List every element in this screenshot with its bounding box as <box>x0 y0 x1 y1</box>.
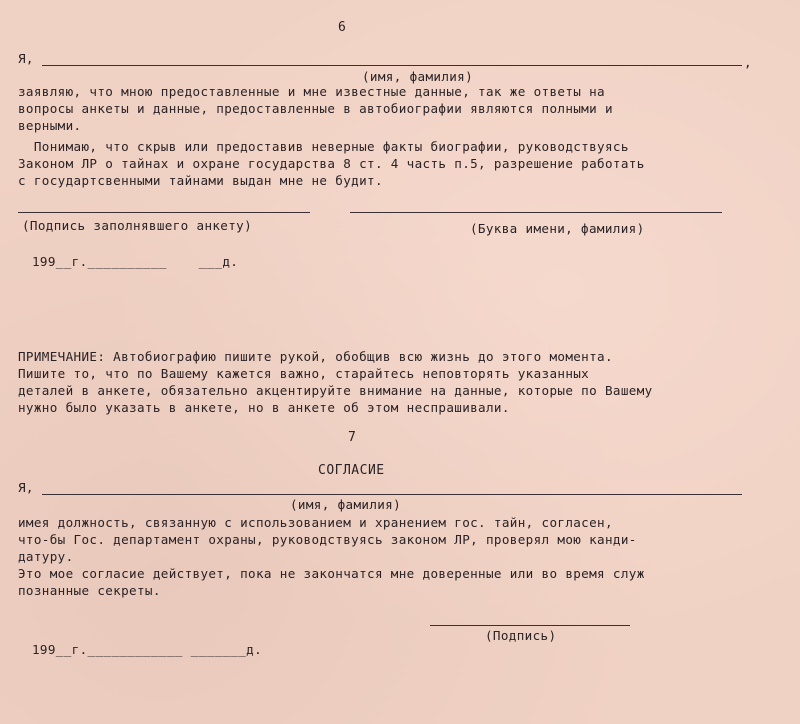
ya-label: Я, <box>18 480 34 495</box>
consent-title: СОГЛАСИЕ <box>318 463 385 478</box>
initials-caption: (Буква имени, фамилия) <box>470 221 645 236</box>
name-caption: (имя, фамилия) <box>362 69 474 84</box>
consent-line: датуру. <box>18 549 74 564</box>
consent-line: Это мое согласие действует, пока не закончатся мне доверенные или во время служ <box>18 566 645 581</box>
note-line: ПРИМЕЧАНИЕ: Автобиографию пишите рукой, обобщив всю жизнь до этого момента. <box>18 349 613 364</box>
note-line: нужно было указать в анкете, но в анкете об этом неспрашивали. <box>18 400 510 415</box>
declaration-line: с государтсвенными тайнами выдан мне не будит. <box>18 173 383 188</box>
signature-caption: (Подпись) <box>485 628 557 643</box>
ya-label: Я, <box>18 51 34 66</box>
date-line: 199__г.__________ ___д. <box>32 254 239 269</box>
date-line: 199__г.____________ _______д. <box>32 642 263 657</box>
name-field-line <box>42 494 742 495</box>
note-line: Пишите то, что по Вашему кажется важно, старайтесь неповторять указанных <box>18 366 590 381</box>
signature-caption: (Подпись заполнявшего анкету) <box>22 218 253 233</box>
note-line: деталей в анкете, обязательно акцентируйте внимание на данные, которые по Вашему <box>18 383 653 398</box>
declaration-line: верными. <box>18 118 82 133</box>
declaration-line: заявляю, что мною предоставленные и мне известные данные, так же ответы на <box>18 84 605 99</box>
declaration-line: вопросы анкеты и данные, предоставленные в автобиографии являются полными и <box>18 101 613 116</box>
consent-line: познанные секреты. <box>18 583 161 598</box>
name-caption: (имя, фамилия) <box>290 497 402 512</box>
consent-line: имея должность, связанную с использованием и хранением гос. тайн, согласен, <box>18 515 613 530</box>
declaration-line: Понимаю, что скрыв или предоставив неверные факты биографии, руководствуясь <box>18 139 629 154</box>
initials-line <box>350 212 722 213</box>
page-number: 7 <box>348 430 356 445</box>
page-number: 6 <box>338 20 346 35</box>
signature-line <box>430 625 630 626</box>
comma: , <box>744 55 752 70</box>
signature-line <box>18 212 310 213</box>
declaration-line: Законом ЛР о тайнах и охране государства 8 ст. 4 часть п.5, разрешение работать <box>18 156 645 171</box>
name-field-line <box>42 65 742 66</box>
consent-line: что-бы Гос. департамент охраны, руководствуясь законом ЛР, проверял мою канди- <box>18 532 637 547</box>
